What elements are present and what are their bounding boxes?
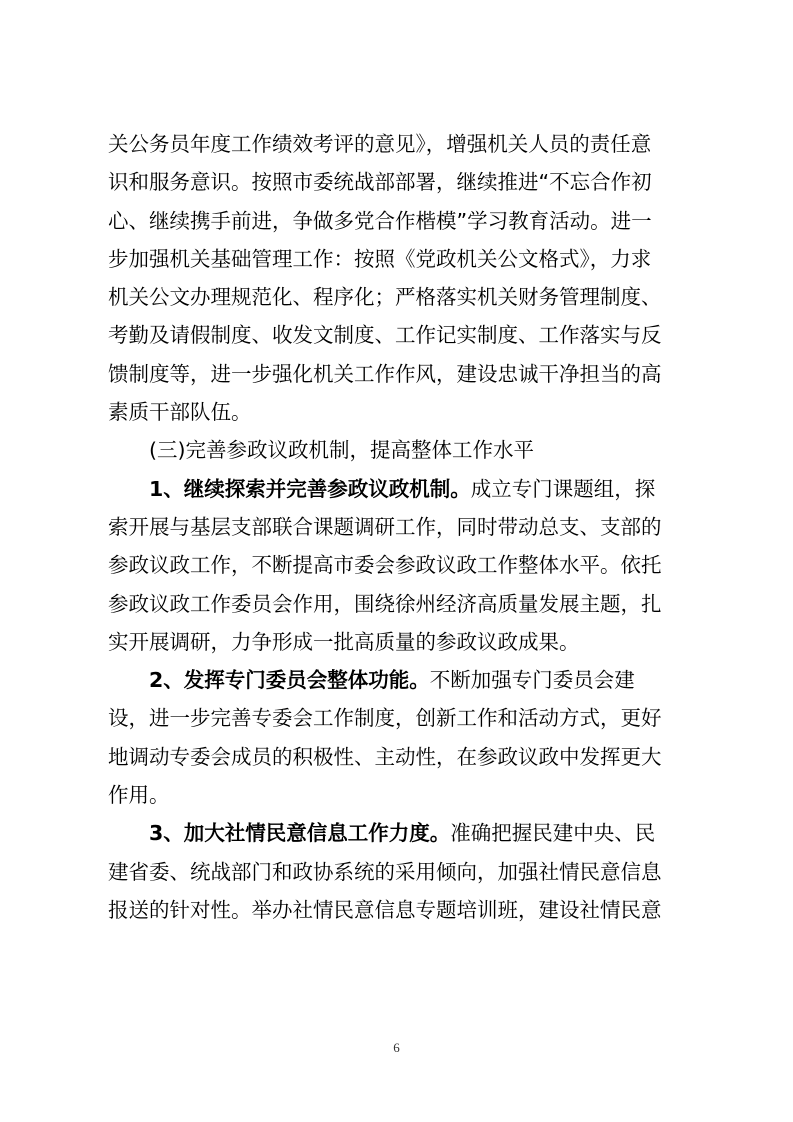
text-line: 作用。: [108, 783, 170, 808]
item-3-first-line: [108, 814, 686, 852]
text-line: 参政议政工作，不断提高市委会参政议政工作整体水平。依托: [108, 553, 662, 578]
item-2-text: 不断加强专门委员会建: [429, 668, 635, 693]
item-2-first-line: [108, 661, 686, 699]
item-1-first-line: [108, 470, 686, 508]
text-line: 设，进一步完善专委会工作制度，创新工作和活动方式，更好: [108, 706, 662, 731]
item-1-text: 成立专门课题组，探: [470, 476, 656, 501]
item-1-title: 1、继续探索并完善参政议政机制。: [149, 476, 471, 501]
item-3-title: 3、加大社情民意信息工作力度。: [149, 821, 451, 846]
text-line: 心、继续携手前进，争做多党合作楷模”学习教育活动。进一: [108, 208, 652, 233]
text-line: 关公务员年度工作绩效考评的意见》，增强机关人员的责任意: [108, 132, 652, 156]
text-line: 索开展与基层支部联合课题调研工作，同时带动总支、支部的: [108, 514, 662, 539]
text-line: 考勤及请假制度、收发文制度、工作记实制度、工作落实与反: [108, 323, 662, 348]
body-text: [108, 125, 686, 929]
page-number: 6: [393, 1040, 400, 1055]
text-line: 实开展调研，力争形成一批高质量的参政议政成果。: [108, 629, 580, 654]
item-3-text: 准确把握民建中央、民: [450, 821, 656, 846]
text-line: 步加强机关基础管理工作：按照《党政机关公文格式》，力求: [108, 246, 652, 271]
text-line: 报送的针对性。举办社情民意信息专题培训班，建设社情民意: [108, 897, 662, 922]
text-line: 馈制度等，进一步强化机关工作作风，建设忠诚干净担当的高: [108, 361, 662, 386]
text-line: 机关公文办理规范化、程序化；严格落实机关财务管理制度、: [108, 285, 662, 310]
text-line: 参政议政工作委员会作用，围绕徐州经济高质量发展主题，扎: [108, 591, 662, 616]
text-line: 识和服务意识。按照市委统战部部署，继续推进“不忘合作初: [108, 170, 652, 195]
text-line: 建省委、统战部门和政协系统的采用倾向，加强社情民意信息: [108, 859, 662, 884]
section-heading: (三)完善参政议政机制，提高整体工作水平: [149, 438, 534, 463]
item-2-title: 2、发挥专门委员会整体功能。: [149, 668, 430, 693]
text-line: 地调动专委会成员的积极性、主动性，在参政议政中发挥更大: [108, 744, 662, 769]
text-line: 素质干部队伍。: [108, 400, 252, 425]
